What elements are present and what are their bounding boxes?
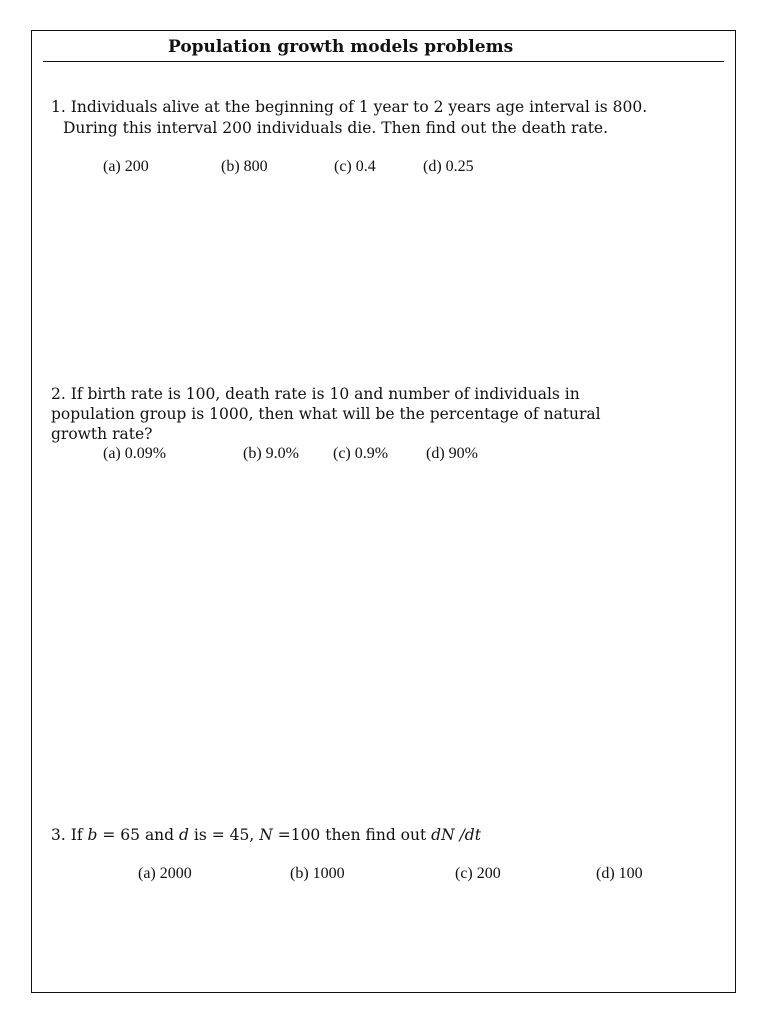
question-1-option-c: (c) 0.4 <box>334 158 376 175</box>
question-3-option-d: (d) 100 <box>596 865 643 882</box>
question-3-part-4: =100 then find out <box>272 826 432 844</box>
page-title: Population growth models problems <box>168 37 514 57</box>
question-2-line-3: growth rate? <box>51 425 153 443</box>
question-2-option-c: (c) 0.9% <box>333 445 389 462</box>
question-3-var-d: d <box>179 826 189 844</box>
question-3-option-b: (b) 1000 <box>290 865 345 882</box>
question-3-var-n: N <box>259 826 273 844</box>
question-1-line-1: 1. Individuals alive at the beginning of 1 year to 2 years age interval is 800. <box>51 98 648 116</box>
question-3-part-2: = 65 and <box>97 826 180 844</box>
question-3-part-1: 3. If <box>51 826 88 844</box>
question-1-option-d: (d) 0.25 <box>423 158 474 175</box>
question-2-line-1: 2. If birth rate is 100, death rate is 10 and number of individuals in <box>51 385 580 403</box>
question-2-line-2: population group is 1000, then what will be the percentage of natural <box>51 405 601 423</box>
question-3-var-b: b <box>87 826 98 844</box>
question-1-option-b: (b) 800 <box>221 158 268 175</box>
question-3-option-c: (c) 200 <box>455 865 501 882</box>
question-1-option-a: (a) 200 <box>103 158 149 175</box>
title-underline <box>43 61 724 62</box>
question-1-line-2: During this interval 200 individuals die. Then find out the death rate. <box>63 119 609 137</box>
question-3-var-dndt: dN /dt <box>431 826 481 844</box>
question-3-part-3: is = 45, <box>188 826 260 844</box>
question-2-option-b: (b) 9.0% <box>243 445 299 462</box>
question-2-option-a: (a) 0.09% <box>103 445 167 462</box>
question-2-option-d: (d) 90% <box>426 445 478 462</box>
question-3-option-a: (a) 2000 <box>138 865 192 882</box>
question-3-text <box>51 825 481 845</box>
